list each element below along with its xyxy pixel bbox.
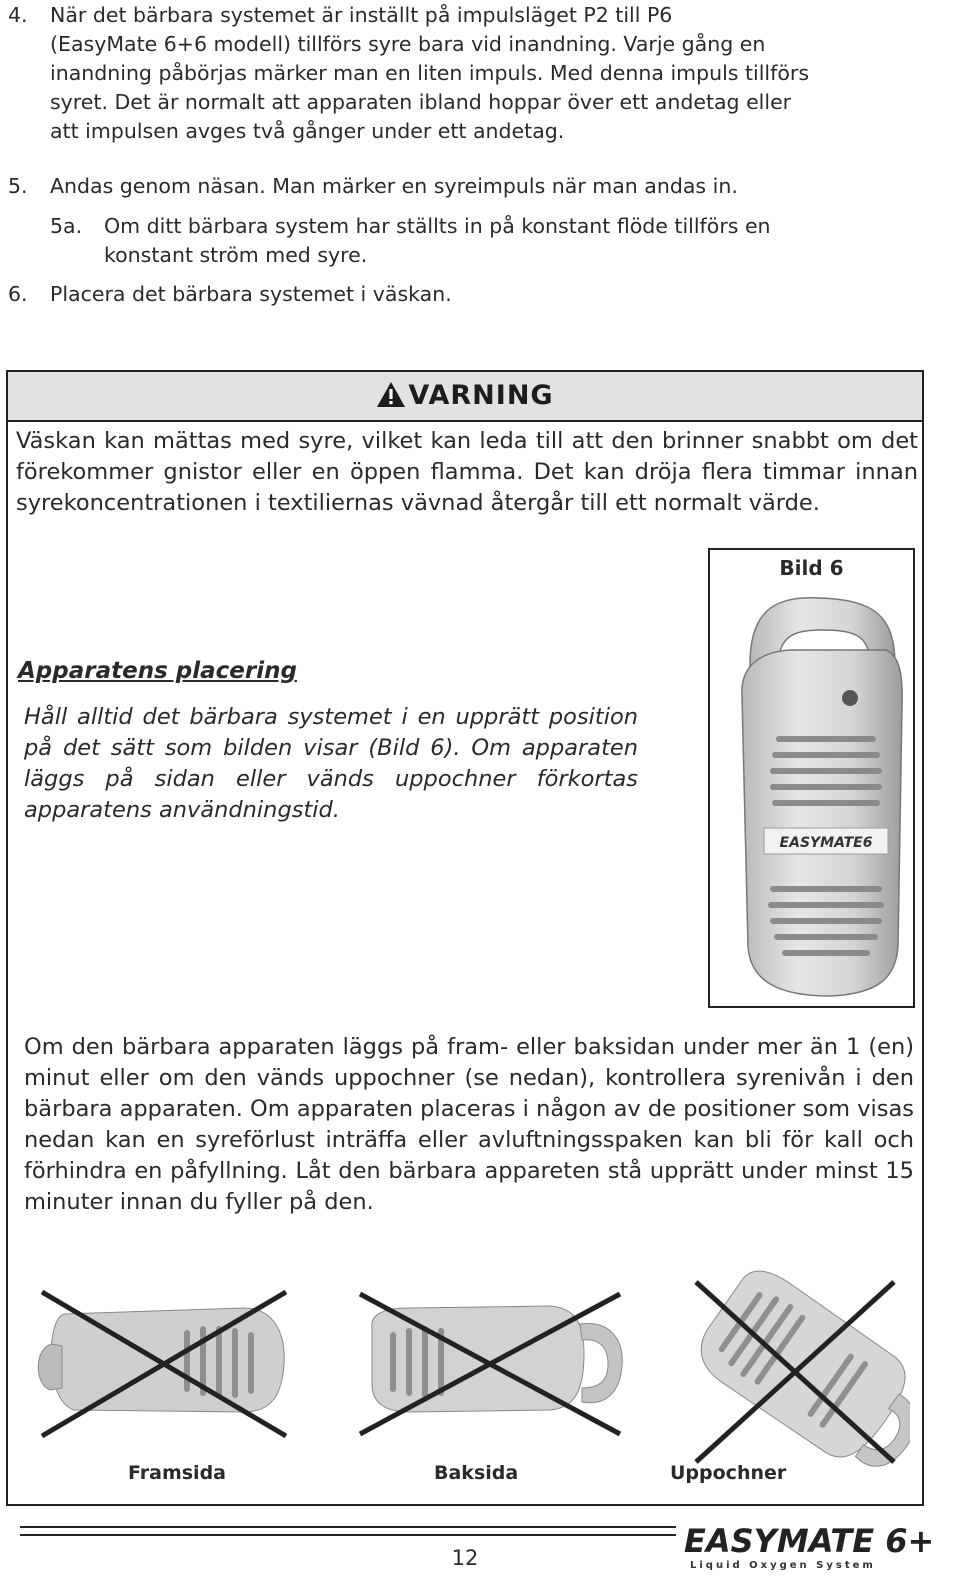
caution-text: Om den bärbara apparaten läggs på fram- eller baksidan under mer än 1 (en) minut eller om den vänds uppochner (se nedan), kontrollera syrenivån i den bärbara apparaten. Om apparaten placeras i någon av de positioner som visas nedan kan en syreförlust inträffa eller avluftningsspaken kan bli för kall och förhindra en påfyllning. Låt den bärbara appareten stå upprätt under minst 15 minuter innan du fyller på den. — [24, 1034, 914, 1215]
step-number: 5. — [8, 174, 28, 198]
step-line: (EasyMate 6+6 modell) tillförs syre bara vid inandning. Varje gång en — [50, 32, 766, 56]
step-line: konstant ström med syre. — [104, 243, 368, 267]
warning-triangle-icon — [376, 381, 406, 412]
placement-text: Håll alltid det bärbara systemet i en upprätt position på det sätt som bilden visar (Bild 6). Om apparaten läggs på sidan eller vänds uppochner förkortas apparatens användningstid. — [24, 704, 638, 823]
page-number: 12 — [451, 1546, 479, 1570]
step-number: 5a. — [50, 214, 83, 238]
step-5a — [50, 212, 930, 272]
warning-box — [6, 370, 924, 1506]
wrong-position-back-image — [350, 1284, 630, 1444]
step-line: Om ditt bärbara system har ställts in på konstant flöde tillförs en — [104, 214, 771, 238]
step-text — [104, 212, 924, 270]
step-text: Andas genom näsan. Man märker en syreimpuls när man andas in. — [50, 174, 738, 198]
step-text — [50, 1, 930, 146]
figure-bild-6 — [708, 548, 915, 1008]
photo-label-upside-down: Uppochner — [670, 1462, 787, 1484]
photo-label-back: Baksida — [434, 1462, 519, 1484]
step-number: 4. — [8, 3, 28, 27]
footer-brand-logo — [684, 1512, 934, 1572]
figure-caption: Bild 6 — [779, 556, 844, 580]
footer-rule-top — [20, 1526, 676, 1528]
step-number: 6. — [8, 282, 28, 306]
step-4 — [8, 1, 928, 151]
footer-brand-text: EASYMATE 6+6 — [684, 1522, 934, 1560]
footer-rule-bottom — [20, 1534, 676, 1536]
step-line: När det bärbara systemet är inställt på impulsläget P2 till P6 — [50, 3, 673, 27]
step-5 — [8, 172, 928, 202]
footer-brand-tagline: Liquid Oxygen System — [690, 1560, 876, 1571]
step-line: syret. Det är normalt att apparaten ibland hoppar över ett andetag eller — [50, 90, 792, 114]
wrong-position-upside-down-image — [680, 1270, 910, 1470]
warning-title: VARNING — [408, 380, 554, 411]
step-line: inandning påbörjas märker man en liten impuls. Med denna impuls tillförs — [50, 61, 810, 85]
photo-label-front: Framsida — [128, 1462, 226, 1484]
warning-text: Väskan kan mättas med syre, vilket kan leda till att den brinner snabbt om det förekommer gnistor eller en öppen flamma. Det kan dröja flera timmar innan syrekoncentrationen i textiliernas vävnad återgår till ett normalt värde. — [16, 428, 918, 516]
warning-header — [8, 372, 922, 422]
wrong-position-front-image — [34, 1284, 294, 1444]
step-6 — [8, 280, 928, 310]
step-text: Placera det bärbara systemet i väskan. — [50, 282, 452, 306]
device-logo-text: EASYMATE6 — [779, 835, 873, 851]
device-upright-image — [710, 586, 913, 1006]
step-line: att impulsen avges två gånger under ett andetag. — [50, 119, 565, 143]
placement-title: Apparatens placering — [18, 658, 297, 684]
